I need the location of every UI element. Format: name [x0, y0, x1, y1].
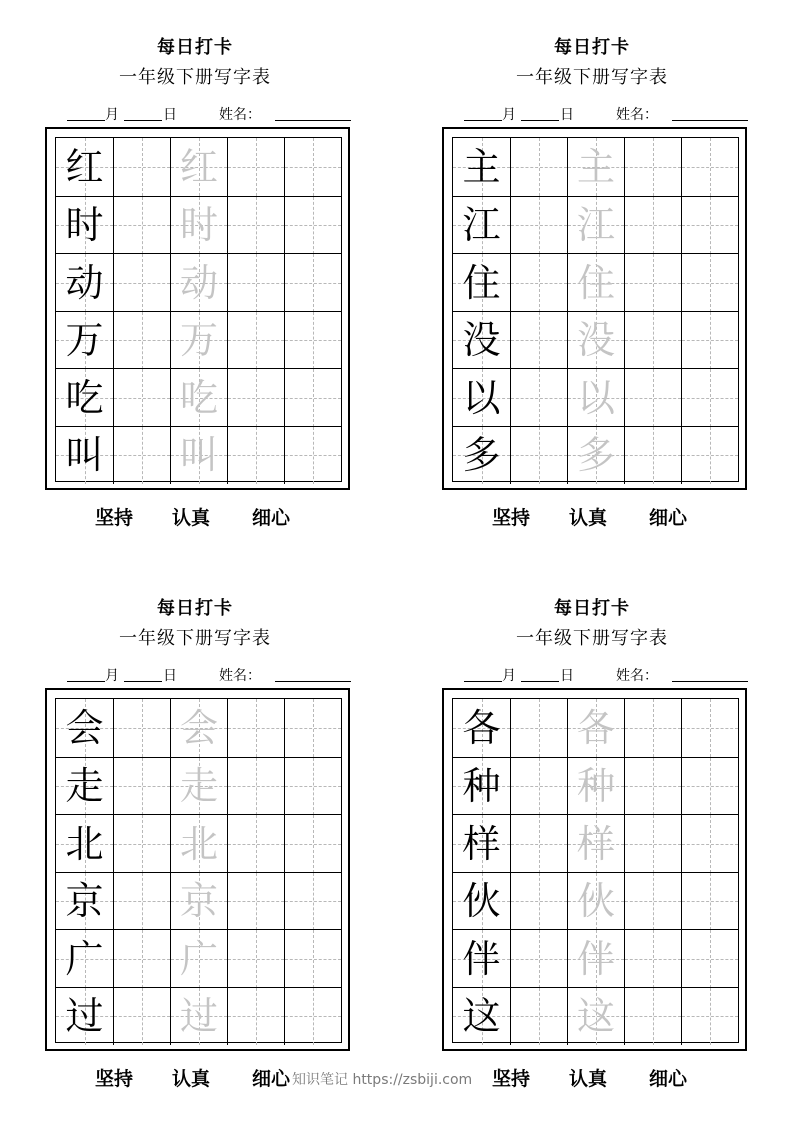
practice-cell[interactable] [681, 930, 738, 988]
practice-cell[interactable] [624, 930, 681, 988]
model-character: 多 [462, 433, 501, 478]
trace-character: 红 [179, 144, 218, 189]
day-blank[interactable] [124, 120, 162, 121]
panel-title: 每日打卡 [157, 37, 233, 58]
trace-character: 以 [576, 375, 615, 420]
motto-word: 认真 [569, 1068, 608, 1090]
practice-cell[interactable] [227, 138, 284, 196]
trace-cell [567, 369, 624, 427]
worksheet-panel [45, 561, 365, 1090]
grid-row [56, 368, 341, 426]
model-character: 样 [462, 821, 501, 866]
month-blank[interactable] [67, 120, 105, 121]
grid-row [56, 814, 341, 872]
trace-character: 住 [576, 260, 615, 305]
practice-cell[interactable] [681, 254, 738, 312]
model-cell [56, 312, 113, 370]
practice-cell[interactable] [284, 699, 341, 757]
grid-row [453, 757, 738, 815]
model-cell [56, 138, 113, 196]
grid-row [56, 138, 341, 196]
practice-cell[interactable] [510, 138, 567, 196]
month-blank[interactable] [464, 681, 502, 682]
trace-cell [170, 369, 227, 427]
practice-cell[interactable] [113, 988, 170, 1046]
grid-row [453, 699, 738, 757]
grid-row [56, 987, 341, 1045]
model-character: 广 [65, 936, 104, 981]
model-cell [453, 138, 510, 196]
model-character: 时 [65, 203, 104, 248]
practice-cell[interactable] [624, 312, 681, 370]
grid-row [453, 929, 738, 987]
grid-row [453, 987, 738, 1045]
grid-row [56, 757, 341, 815]
trace-character: 万 [179, 318, 218, 363]
practice-cell[interactable] [624, 873, 681, 931]
practice-cell[interactable] [681, 988, 738, 1046]
name-blank[interactable] [275, 120, 351, 121]
model-character: 以 [462, 375, 501, 420]
model-cell [56, 758, 113, 816]
day-label: 日 [163, 107, 177, 123]
model-character: 动 [65, 260, 104, 305]
practice-cell[interactable] [227, 369, 284, 427]
model-character: 没 [462, 318, 501, 363]
practice-cell[interactable] [284, 254, 341, 312]
month-blank[interactable] [464, 120, 502, 121]
trace-character: 京 [179, 879, 218, 924]
grid-row [56, 253, 341, 311]
month-label: 月 [502, 668, 516, 684]
date-name-line [45, 663, 365, 683]
grid-row [453, 138, 738, 196]
practice-cell[interactable] [624, 138, 681, 196]
trace-character: 过 [179, 994, 218, 1039]
model-cell [56, 254, 113, 312]
trace-cell [567, 427, 624, 485]
model-cell [56, 873, 113, 931]
model-cell [453, 197, 510, 255]
practice-cell[interactable] [510, 369, 567, 427]
practice-cell[interactable] [284, 930, 341, 988]
practice-cell[interactable] [624, 254, 681, 312]
practice-cell[interactable] [510, 427, 567, 485]
grid-row [453, 196, 738, 254]
model-cell [453, 254, 510, 312]
motto-word: 坚持 [95, 507, 134, 529]
worksheet-panel [45, 0, 365, 529]
practice-cell[interactable] [284, 758, 341, 816]
grid-row [56, 872, 341, 930]
practice-cell[interactable] [681, 699, 738, 757]
day-blank[interactable] [124, 681, 162, 682]
model-character: 伴 [462, 936, 501, 981]
name-label: 姓名： [219, 107, 261, 123]
trace-cell [567, 138, 624, 196]
practice-cell[interactable] [624, 369, 681, 427]
practice-cell[interactable] [227, 427, 284, 485]
model-cell [56, 988, 113, 1046]
motto-word: 细心 [252, 507, 291, 529]
name-blank[interactable] [672, 681, 748, 682]
trace-cell [567, 758, 624, 816]
trace-character: 北 [179, 821, 218, 866]
day-label: 日 [560, 668, 574, 684]
practice-cell[interactable] [113, 815, 170, 873]
practice-cell[interactable] [510, 988, 567, 1046]
trace-cell [170, 699, 227, 757]
practice-cell[interactable] [113, 427, 170, 485]
trace-cell [170, 254, 227, 312]
month-label: 月 [105, 107, 119, 123]
trace-character: 会 [179, 705, 218, 750]
model-character: 江 [462, 203, 501, 248]
practice-cell[interactable] [681, 312, 738, 370]
trace-cell [567, 988, 624, 1046]
practice-cell[interactable] [284, 197, 341, 255]
panel-subtitle: 一年级下册写字表 [119, 628, 271, 649]
practice-cell[interactable] [113, 930, 170, 988]
motto [442, 1064, 747, 1090]
grid-row [56, 196, 341, 254]
month-label: 月 [502, 107, 516, 123]
name-label: 姓名： [616, 107, 658, 123]
trace-cell [567, 197, 624, 255]
model-cell [453, 930, 510, 988]
month-blank[interactable] [67, 681, 105, 682]
trace-character: 时 [179, 203, 218, 248]
practice-cell[interactable] [284, 369, 341, 427]
practice-cell[interactable] [113, 138, 170, 196]
panel-title: 每日打卡 [554, 37, 630, 58]
trace-character: 江 [576, 203, 615, 248]
practice-sheet [442, 127, 747, 490]
model-character: 走 [65, 764, 104, 809]
panel-title: 每日打卡 [554, 598, 630, 619]
model-character: 主 [462, 144, 501, 189]
panel-subtitle: 一年级下册写字表 [516, 628, 668, 649]
model-character: 吃 [65, 375, 104, 420]
practice-cell[interactable] [227, 312, 284, 370]
model-cell [453, 815, 510, 873]
practice-cell[interactable] [681, 138, 738, 196]
practice-cell[interactable] [113, 699, 170, 757]
trace-character: 这 [576, 994, 615, 1039]
practice-cell[interactable] [227, 988, 284, 1046]
model-character: 伙 [462, 879, 501, 924]
trace-character: 伙 [576, 879, 615, 924]
practice-cell[interactable] [681, 815, 738, 873]
motto [442, 503, 747, 529]
practice-sheet [442, 688, 747, 1051]
practice-cell[interactable] [681, 758, 738, 816]
day-blank[interactable] [521, 681, 559, 682]
practice-sheet [45, 127, 350, 490]
model-character: 北 [65, 821, 104, 866]
trace-character: 伴 [576, 936, 615, 981]
practice-cell[interactable] [113, 254, 170, 312]
practice-cell[interactable] [284, 427, 341, 485]
practice-cell[interactable] [681, 873, 738, 931]
practice-cell[interactable] [284, 138, 341, 196]
model-character: 各 [462, 705, 501, 750]
grid-row [453, 311, 738, 369]
model-character: 京 [65, 879, 104, 924]
practice-cell[interactable] [624, 758, 681, 816]
practice-cell[interactable] [113, 758, 170, 816]
trace-cell [567, 815, 624, 873]
practice-cell[interactable] [624, 427, 681, 485]
model-character: 红 [65, 144, 104, 189]
practice-cell[interactable] [284, 815, 341, 873]
model-cell [453, 988, 510, 1046]
model-cell [56, 930, 113, 988]
practice-cell[interactable] [624, 197, 681, 255]
name-blank[interactable] [672, 120, 748, 121]
model-character: 会 [65, 705, 104, 750]
date-name-line [442, 663, 762, 683]
motto-word: 认真 [172, 1068, 211, 1090]
trace-character: 种 [576, 764, 615, 809]
model-cell [453, 369, 510, 427]
trace-cell [567, 873, 624, 931]
practice-cell[interactable] [227, 758, 284, 816]
trace-cell [170, 758, 227, 816]
model-cell [56, 197, 113, 255]
practice-cell[interactable] [510, 873, 567, 931]
grid-row [56, 699, 341, 757]
panel-title: 每日打卡 [157, 598, 233, 619]
practice-cell[interactable] [681, 369, 738, 427]
date-name-line [442, 102, 762, 122]
trace-cell [170, 930, 227, 988]
trace-character: 走 [179, 764, 218, 809]
model-character: 住 [462, 260, 501, 305]
name-label: 姓名： [616, 668, 658, 684]
practice-cell[interactable] [681, 197, 738, 255]
name-blank[interactable] [275, 681, 351, 682]
practice-cell[interactable] [510, 930, 567, 988]
trace-cell [567, 699, 624, 757]
tianzige-grid [55, 698, 342, 1043]
model-character: 种 [462, 764, 501, 809]
practice-cell[interactable] [227, 930, 284, 988]
trace-character: 叫 [179, 433, 218, 478]
practice-cell[interactable] [284, 988, 341, 1046]
practice-cell[interactable] [227, 699, 284, 757]
trace-character: 动 [179, 260, 218, 305]
trace-cell [170, 815, 227, 873]
trace-cell [170, 427, 227, 485]
month-label: 月 [105, 668, 119, 684]
motto-word: 认真 [569, 507, 608, 529]
practice-cell[interactable] [681, 427, 738, 485]
practice-sheet [45, 688, 350, 1051]
practice-cell[interactable] [510, 197, 567, 255]
motto-word: 细心 [649, 1068, 688, 1090]
trace-cell [567, 312, 624, 370]
trace-character: 广 [179, 936, 218, 981]
motto-word: 认真 [172, 507, 211, 529]
date-name-line [45, 102, 365, 122]
practice-cell[interactable] [227, 815, 284, 873]
practice-cell[interactable] [113, 312, 170, 370]
grid-row [56, 929, 341, 987]
practice-cell[interactable] [227, 197, 284, 255]
trace-character: 样 [576, 821, 615, 866]
watermark: 知识笔记 https://zsbiji.com [292, 1072, 473, 1088]
trace-character: 主 [576, 144, 615, 189]
trace-cell [170, 138, 227, 196]
model-cell [453, 873, 510, 931]
practice-cell[interactable] [113, 369, 170, 427]
day-label: 日 [163, 668, 177, 684]
practice-cell[interactable] [227, 254, 284, 312]
trace-cell [170, 873, 227, 931]
trace-cell [170, 197, 227, 255]
trace-cell [170, 988, 227, 1046]
panel-subtitle: 一年级下册写字表 [119, 67, 271, 88]
grid-row [453, 814, 738, 872]
grid-row [453, 253, 738, 311]
model-character: 过 [65, 994, 104, 1039]
motto-word: 坚持 [492, 507, 531, 529]
practice-cell[interactable] [510, 254, 567, 312]
practice-cell[interactable] [113, 873, 170, 931]
grid-row [453, 426, 738, 484]
tianzige-grid [452, 698, 739, 1043]
model-character: 叫 [65, 433, 104, 478]
trace-character: 没 [576, 318, 615, 363]
trace-cell [567, 930, 624, 988]
practice-cell[interactable] [624, 699, 681, 757]
model-cell [453, 758, 510, 816]
worksheet-panel [442, 561, 762, 1090]
model-character: 万 [65, 318, 104, 363]
panel-subtitle: 一年级下册写字表 [516, 67, 668, 88]
model-cell [453, 427, 510, 485]
model-cell [453, 699, 510, 757]
practice-cell[interactable] [510, 815, 567, 873]
practice-cell[interactable] [624, 988, 681, 1046]
practice-cell[interactable] [284, 873, 341, 931]
motto-word: 细心 [252, 1068, 291, 1090]
practice-cell[interactable] [510, 758, 567, 816]
grid-row [56, 311, 341, 369]
day-blank[interactable] [521, 120, 559, 121]
practice-cell[interactable] [227, 873, 284, 931]
trace-character: 多 [576, 433, 615, 478]
motto-word: 坚持 [492, 1068, 531, 1090]
motto [45, 503, 350, 529]
practice-cell[interactable] [510, 699, 567, 757]
practice-cell[interactable] [624, 815, 681, 873]
trace-cell [170, 312, 227, 370]
tianzige-grid [452, 137, 739, 482]
model-cell [56, 699, 113, 757]
worksheet-panel [442, 0, 762, 529]
practice-cell[interactable] [284, 312, 341, 370]
day-label: 日 [560, 107, 574, 123]
tianzige-grid [55, 137, 342, 482]
name-label: 姓名： [219, 668, 261, 684]
grid-row [453, 872, 738, 930]
practice-cell[interactable] [510, 312, 567, 370]
trace-character: 各 [576, 705, 615, 750]
trace-cell [567, 254, 624, 312]
grid-row [453, 368, 738, 426]
motto-word: 坚持 [95, 1068, 134, 1090]
model-cell [453, 312, 510, 370]
grid-row [56, 426, 341, 484]
model-cell [56, 369, 113, 427]
model-cell [56, 815, 113, 873]
model-cell [56, 427, 113, 485]
practice-cell[interactable] [113, 197, 170, 255]
trace-character: 吃 [179, 375, 218, 420]
motto-word: 细心 [649, 507, 688, 529]
model-character: 这 [462, 994, 501, 1039]
